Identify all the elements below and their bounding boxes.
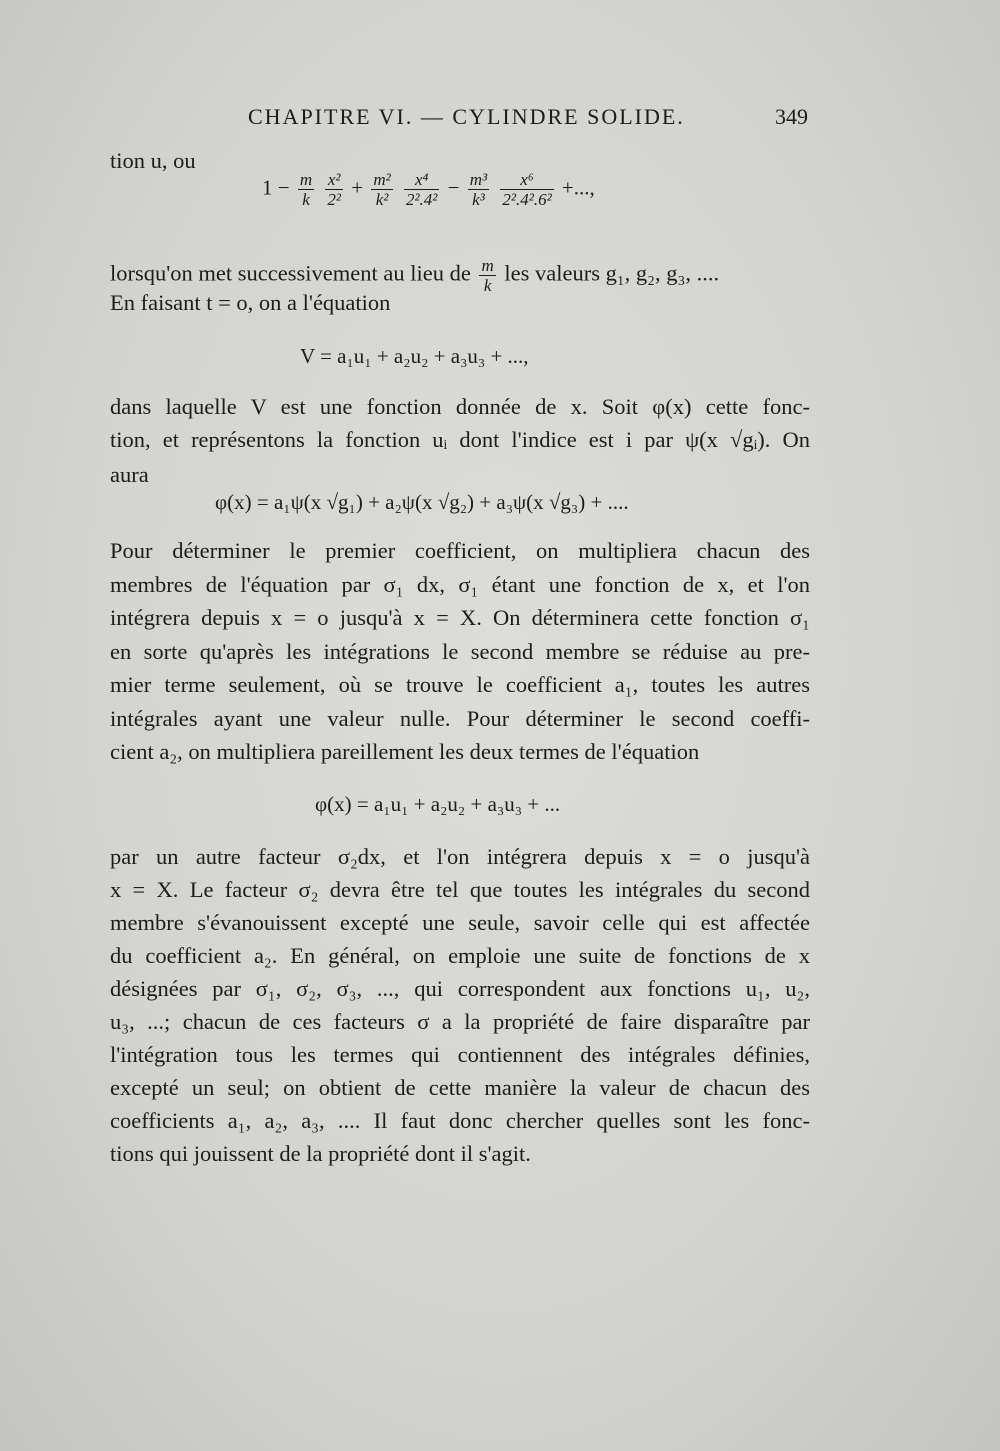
text-line-16: membre s'évanouissent excepté une seule, savoir celle qui est affectée bbox=[110, 910, 810, 935]
text-line-6: aura bbox=[110, 462, 149, 487]
text-line-19: u₃, ...; chacun de ces facteurs σ a la propriété de faire disparaître par bbox=[110, 1009, 810, 1034]
series-lead: 1 − bbox=[262, 175, 290, 200]
series-formula bbox=[262, 170, 595, 209]
series-fraction-1: $\frac{m}{k}$ bbox=[299, 170, 313, 209]
text-line-2-start: lorsqu'on met successivement au lieu de bbox=[110, 260, 471, 286]
series-fraction-5: $\frac{\text{m³}}{\text{k³}}$ bbox=[469, 170, 488, 209]
text-line-2-end: les valeurs g₁, g₂, g₃, .... bbox=[504, 260, 720, 286]
text-line-9: intégrera depuis x = o jusqu'à x = X. On déterminera cette fonction σ₁ bbox=[110, 605, 810, 630]
text-line-18: désignées par σ₁, σ₂, σ₃, ..., qui correspondent aux fonctions u₁, u₂, bbox=[110, 976, 810, 1001]
text-line-10: en sorte qu'après les intégrations le second membre se réduise au pre- bbox=[110, 639, 810, 664]
text-line-1: tion u, ou bbox=[110, 148, 196, 173]
series-tail: +..., bbox=[561, 175, 595, 200]
series-operator-1: + bbox=[351, 175, 364, 200]
text-line-4: dans laquelle V est une fonction donnée de x. Soit φ(x) cette fonc- bbox=[110, 394, 810, 419]
text-line-13: cient a₂, on multipliera pareillement les deux termes de l'équation bbox=[110, 739, 700, 764]
text-line-5: tion, et représentons la fonction uᵢ dont l'indice est i par ψ(x √gᵢ). On bbox=[110, 427, 810, 452]
text-line-14: par un autre facteur σ₂dx, et l'on intégrera depuis x = o jusqu'à bbox=[110, 844, 810, 869]
text-line-20: l'intégration tous les termes qui contiennent des intégrales définies, bbox=[110, 1042, 810, 1067]
text-line-23: tions qui jouissent de la propriété dont il s'agit. bbox=[110, 1141, 531, 1166]
text-line-21: excepté un seul; on obtient de cette manière la valeur de chacun des bbox=[110, 1075, 810, 1100]
text-line-22: coefficients a₁, a₂, a₃, .... Il faut donc chercher quelles sont les fonc- bbox=[110, 1108, 810, 1133]
chapter-title: CHAPITRE VI. — CYLINDRE SOLIDE. bbox=[248, 104, 685, 129]
text-line-8: membres de l'équation par σ₁ dx, σ₁ étant une fonction de x, et l'on bbox=[110, 572, 810, 597]
equation-phi-psi: φ(x) = a₁ψ(x √g₁) + a₂ψ(x √g₂) + a₃ψ(x √g₃) + .... bbox=[215, 490, 629, 514]
series-operator-2: − bbox=[447, 175, 460, 200]
text-line-3: En faisant t = o, on a l'équation bbox=[110, 290, 391, 315]
page-number: 349 bbox=[775, 104, 808, 129]
equation-phi-u: φ(x) = a₁u₁ + a₂u₂ + a₃u₃ + ... bbox=[315, 792, 561, 816]
series-fraction-3: $\frac{\text{m²}}{\text{k²}}$ bbox=[373, 170, 391, 209]
series-fraction-2: $\frac{\text{x²}}{\text{2²}}$ bbox=[327, 170, 341, 209]
text-line-17: du coefficient a₂. En général, on emploie une suite de fonctions de x bbox=[110, 943, 810, 968]
running-header bbox=[248, 104, 808, 138]
inline-fraction-m-over-k: $\frac{m}{k}$ bbox=[481, 256, 494, 295]
text-line-12: intégrales ayant une valeur nulle. Pour déterminer le second coeffi- bbox=[110, 706, 810, 731]
series-fraction-6: $\frac{\text{x⁶}}{\text{2².4².6²}}$ bbox=[502, 170, 552, 209]
equation-v: V = a₁u₁ + a₂u₂ + a₃u₃ + ..., bbox=[300, 344, 529, 368]
text-line-15: x = X. Le facteur σ₂ devra être tel que toutes les intégrales du second bbox=[110, 877, 810, 902]
text-line-11: mier terme seulement, où se trouve le coefficient a₁, toutes les autres bbox=[110, 672, 810, 697]
series-fraction-4: $\frac{\text{x⁴}}{\text{2².4²}}$ bbox=[405, 170, 438, 209]
text-line-7: Pour déterminer le premier coefficient, on multipliera chacun des bbox=[110, 538, 810, 563]
